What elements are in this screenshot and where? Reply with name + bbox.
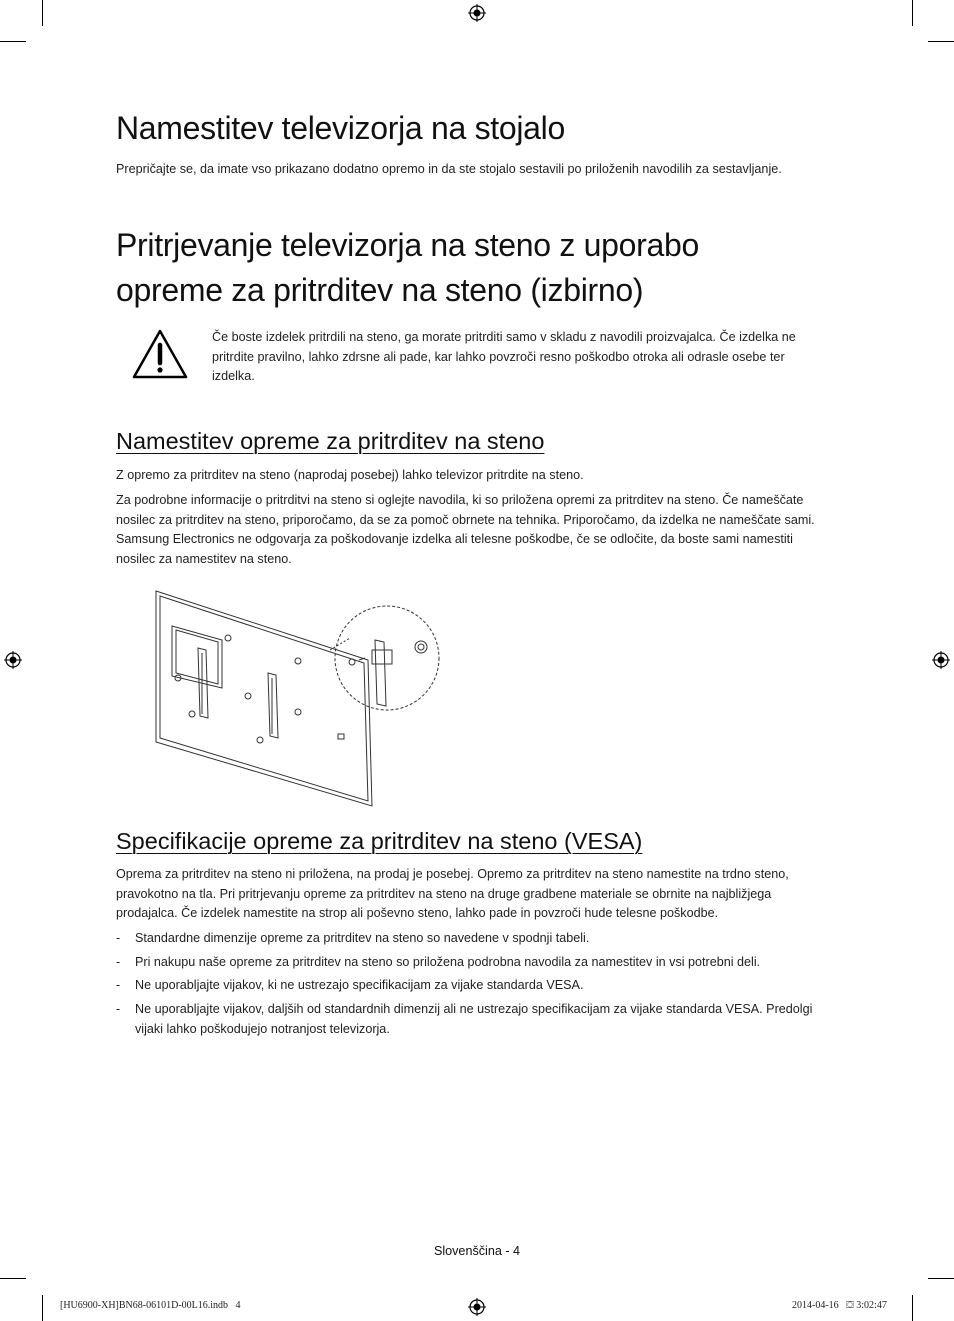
install-line: nosilec za namestitev na steno. — [116, 551, 292, 566]
warning-line: Če boste izdelek pritrdili na steno, ga morate pritrditi samo v skladu z navodili proizvajalca. Če izdelka ne — [212, 330, 796, 344]
bullet-text: Standardne dimenzije opreme za pritrditev na steno so navedene v spodnji tabeli. — [135, 931, 590, 945]
registration-mark-icon — [932, 651, 950, 669]
wall-mount-illustration — [150, 588, 450, 810]
bullet-text: Ne uporabljajte vijakov, daljših od standardnih dimenzij ali ne ustrezajo specifikacijam za vijake standarda VESA. Predolgi — [135, 1002, 813, 1016]
vesa-paragraph — [116, 865, 789, 924]
crop-mark — [42, 0, 43, 26]
crop-mark — [0, 41, 26, 42]
page-number: Slovenščina - 4 — [433, 1244, 521, 1258]
registration-mark-icon — [468, 1298, 486, 1316]
install-line: Samsung Electronics ne odgovarja za poškodovanje izdelka ali telesne poškodbe, če se odločite, da boste sami namestiti — [116, 532, 793, 546]
vesa-heading: Specifikacije opreme za pritrditev na steno (VESA) — [116, 828, 643, 854]
warning-triangle-icon — [131, 327, 189, 381]
crop-mark — [928, 1278, 954, 1279]
bullet-dash: - — [116, 955, 121, 969]
install-paragraph — [116, 491, 815, 569]
warning-line: pritrdite pravilno, lahko zdrsne ali pade, kar lahko povzroči resno poškodbo otroka ali odrasle osebe ter — [212, 349, 785, 364]
install-line: Za podrobne informacije o pritrditvi na steno si oglejte navodila, ki so priložena opremi za pritrditev na steno. Če nameščate — [116, 493, 804, 507]
install-line: nosilec za pritrditev na steno, priporočamo, da se za pomoč obrnete na tehnika. Priporočamo, da izdelka ne nameščate sami. — [116, 512, 815, 527]
bullet-dash: - — [116, 931, 121, 945]
bullet-dash: - — [116, 978, 121, 992]
warning-text — [212, 328, 796, 387]
list-item — [116, 976, 846, 996]
bullet-text: vijaki lahko poškodujejo notranjost televizorja. — [135, 1021, 390, 1036]
registration-mark-icon — [468, 4, 486, 22]
vesa-line: prodajalca. Če izdelek namestite na strop ali poševno steno, lahko pade in povzroči hude telesne poškodbe. — [116, 906, 719, 920]
crop-mark — [42, 1295, 43, 1321]
list-item — [116, 929, 846, 949]
vesa-line: pravokotno na tla. Pri pritrjevanju opreme za pritrditev na steno na druge gradbene materiale se obrnite na najbližjega — [116, 886, 772, 901]
crop-mark — [928, 41, 954, 42]
section-title — [116, 223, 699, 313]
vesa-line: Oprema za pritrditev na steno ni priložena, na prodaj je posebej. Opremo za pritrditev na steno namestite na trdno steno, — [116, 867, 789, 881]
list-item — [116, 1000, 846, 1039]
warning-line: izdelka. — [212, 369, 255, 383]
crop-mark — [0, 1278, 26, 1279]
bullet-text: Pri nakupu naše opreme za pritrditev na steno so priložena podrobna navodila za namestitev in vsi potrebni deli. — [135, 955, 761, 969]
registration-mark-icon — [4, 651, 22, 669]
crop-mark — [912, 0, 913, 26]
install-paragraph: Z opremo za pritrditev na steno (naprodaj posebej) lahko televizor pritrdite na steno. — [116, 468, 584, 482]
intro-text: Prepričajte se, da imate vso prikazano dodatno opremo in da ste stojalo sestavili po priloženih navodilih za sestavljanje. — [116, 162, 782, 176]
list-item — [116, 953, 846, 973]
section-title-line: Pritrjevanje televizorja na steno z uporabo — [116, 227, 699, 263]
footer-file-info: [HU6900-XH]BN68-06101D-00L16.indb 4 — [60, 1300, 241, 1311]
bullet-text: Ne uporabljajte vijakov, ki ne ustrezajo specifikacijam za vijake standarda VESA. — [135, 978, 584, 992]
footer-timestamp: 2014-04-16 ⛋ 3:02:47 — [792, 1300, 887, 1311]
page-title: Namestitev televizorja na stojalo — [116, 110, 565, 146]
bullet-dash: - — [116, 1002, 121, 1016]
crop-mark — [912, 1295, 913, 1321]
section-title-line: opreme za pritrditev na steno (izbirno) — [116, 272, 644, 308]
install-heading: Namestitev opreme za pritrditev na steno — [116, 428, 545, 454]
